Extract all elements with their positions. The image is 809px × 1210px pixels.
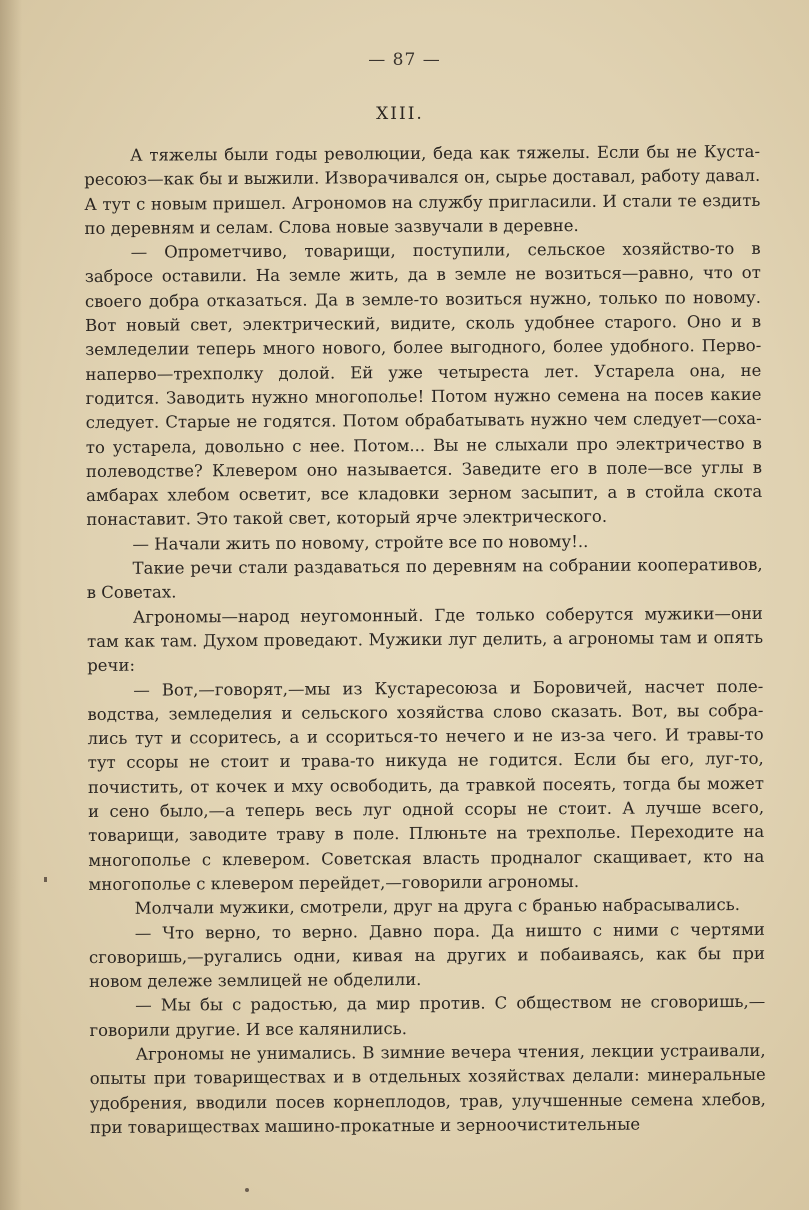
paragraph: Агрономы—народ неугомонный. Где только соберутся мужики—они там как там. Духом проведают. Мужики луг делить, а агрономы там и опять речи: xyxy=(86,603,764,676)
page-spine-shadow xyxy=(0,0,22,1210)
paragraph: — Мы бы с радостью, да мир против. С обществом не сговоришь,—говорили другие. И все калянились. xyxy=(89,992,766,1040)
ink-speck xyxy=(245,1188,249,1192)
paragraph: — Начали жить по новому, стройте все по новому!.. xyxy=(132,531,589,554)
ink-speck xyxy=(44,877,47,882)
paragraph: — Вот,—говорят,—мы из Кустаресоюза и Боровичей, насчет полеводства, земледелия и сельского хозяйства слово сказать. Вот, вы собрались тут и ссоритесь, а и ссориться-то нечего и не из-за чего. И травы-то тут ссоры не стоит и трава-то никуда не годится. Если бы его, луг-то, почистить, от кочек и мху освободить, да травкой посеять, тогда бы может и сено было,—а теперь весь луг одной ссоры не стоит. А лучше всего, товарищи, заводите траву в поле. Плюньте на трехполье. Переходите на многополье с клевером. Советская власть продналог скащивает, кто на многополье с клевером перейдет,—говорили агрономы. xyxy=(87,676,765,894)
paragraph: Такие речи стали раздаваться по деревням на собрании кооперативов, в Советах. xyxy=(86,554,763,603)
paragraph: Агрономы не унимались. В зимние вечера чтения, лекции устраивали, опыты при товариществах и в отдельных хозяйствах делали: минеральные удобрения, вводили посев корнеплодов, трав, улучшенные семена хлебов, при товариществах машино-прокатные и зерноочистительные xyxy=(89,1040,766,1137)
page-number: — 87 — xyxy=(368,50,441,70)
paragraph: А тяжелы были годы революции, беда как тяжелы. Если бы не Кустаресоюз—как бы и выжили. Изворачивался он, сырье доставал, работу давал. А тут с новым пришел. Агрономов на службу пригласили. И стали те ездить по деревням и селам. Слова новые зазвучали в деревне. xyxy=(84,141,761,238)
paragraph: — Опрометчиво, товарищи, поступили, сельское хозяйство-то в забросе оставили. На земле жить, да в земле не возиться—равно, что от своего добра отказаться. Да в земле-то возиться нужно, только по новому. Вот новый свет, электрический, видите, сколь удобнее старого. Оно и в земледелии теперь много нового, более выгодного, более удобного. Перво-наперво—трехполку долой. Ей уже четыреста лет. Устарела она, не годится. Заводить нужно многополье! Потом нужно семена на посев какие следует. Старые не годятся. Потом обрабатывать нужно чем следует—соха-то устарела, довольно с нее. Потом... Вы не слыхали про электричество в полеводстве? Клевером оно называется. Заведите его в поле—все углы в амбарах хлебом осветит, все кладовки зерном засыпит, а в стойла скота понаставит. Это такой свет, который ярче электрического. xyxy=(84,239,763,530)
chapter-heading: XIII. xyxy=(376,104,424,124)
body-text xyxy=(84,140,766,1140)
paragraph: — Что верно, то верно. Давно пора. Да ништо с ними с чертями сговоришь,—ругались одни, кивая на других и побаиваясь, как бы при новом дележе землицей не обделили. xyxy=(88,919,766,992)
paragraph: Молчали мужики, смотрели, друг на друга с бранью набрасывались. xyxy=(134,895,741,918)
